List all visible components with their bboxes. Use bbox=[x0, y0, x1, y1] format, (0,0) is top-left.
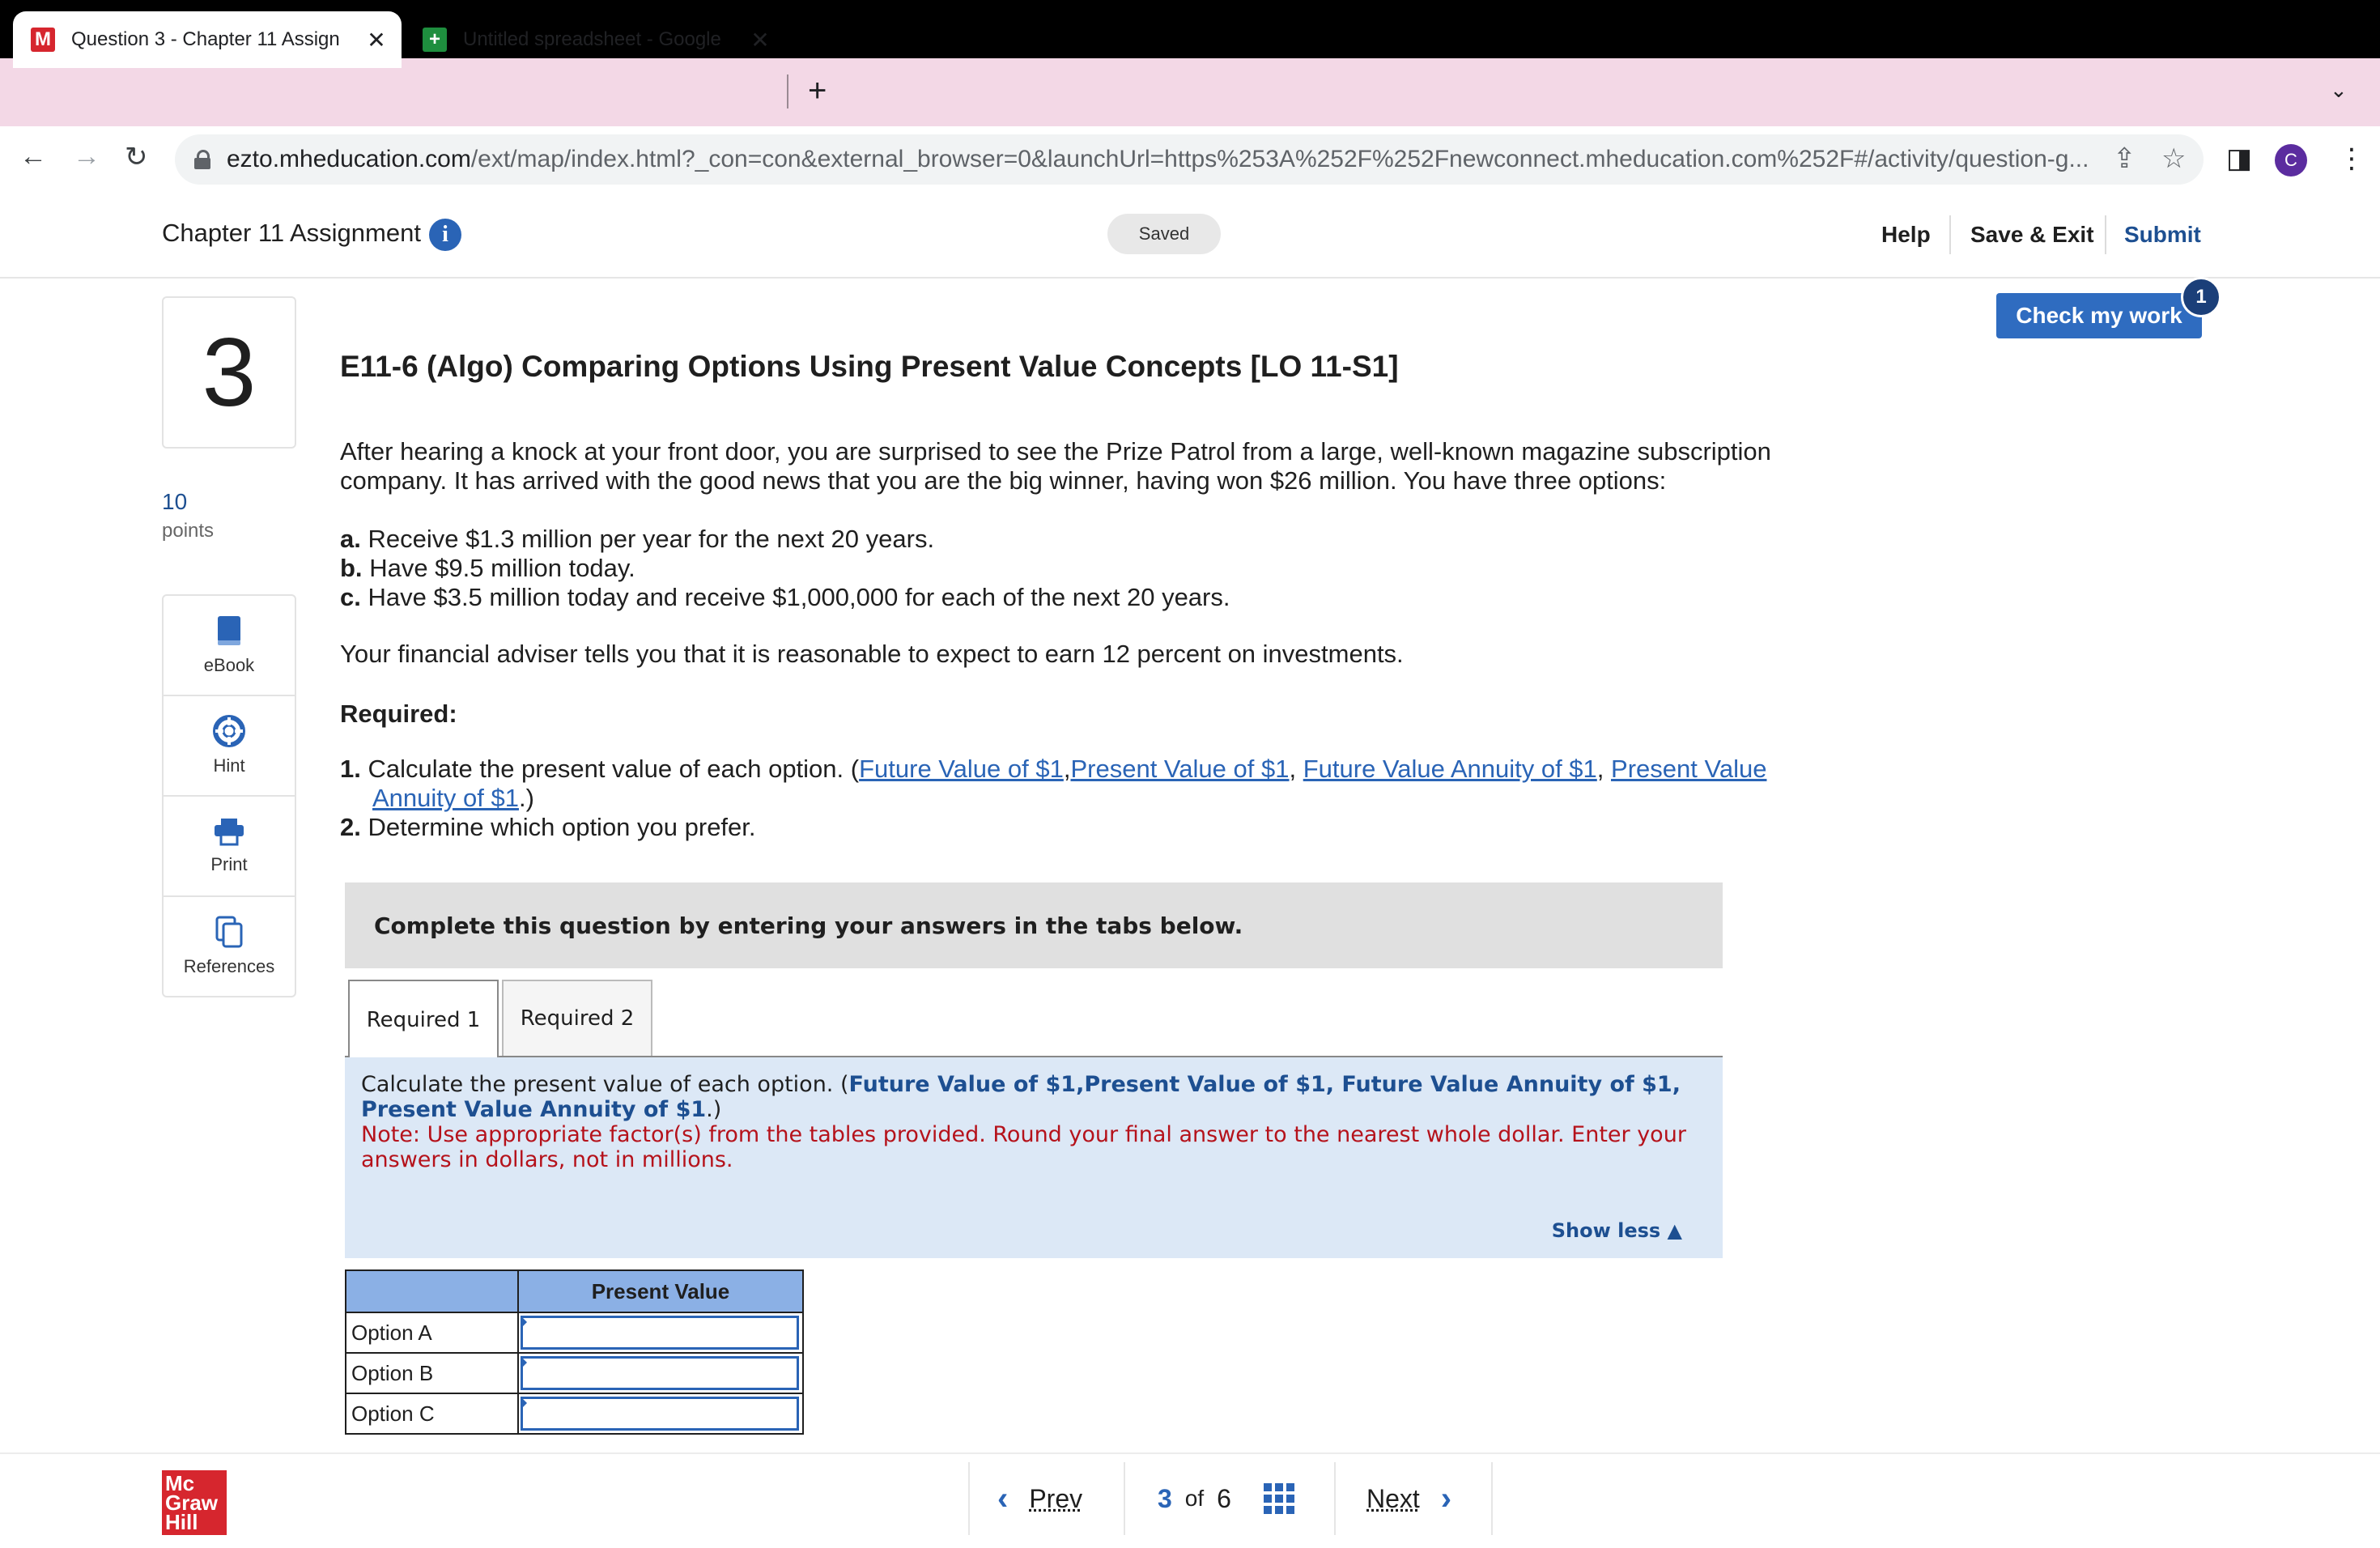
back-arrow-icon[interactable]: ← bbox=[19, 141, 47, 172]
intro-line: After hearing a knock at your front door, you are surprised to see the Prize Patrol from a large, well-known magazine subscription bbox=[340, 437, 1771, 466]
present-value-annuity-link[interactable]: Annuity of $1 bbox=[372, 784, 519, 812]
intro-line: company. It has arrived with the good news that you are the big winner, having won $26 million. You have three options: bbox=[340, 466, 1667, 495]
print-button[interactable] bbox=[164, 797, 295, 897]
question-number: 3 bbox=[162, 296, 296, 449]
close-tab-icon[interactable]: ✕ bbox=[367, 27, 386, 53]
reload-icon[interactable]: ↻ bbox=[125, 142, 148, 172]
tab-search-chevron-icon[interactable]: ⌄ bbox=[2330, 78, 2348, 102]
table-row bbox=[346, 1393, 803, 1434]
option-c bbox=[340, 583, 1813, 612]
requirements-list bbox=[340, 755, 1813, 842]
more-menu-icon[interactable]: ⋮ bbox=[2338, 143, 2365, 174]
answer-tabs bbox=[345, 980, 1723, 1057]
required-heading: Required: bbox=[340, 700, 457, 728]
future-value-link[interactable]: Future Value of $1 bbox=[859, 755, 1064, 783]
option-text: Receive $1.3 million per year for the next 20 years. bbox=[368, 525, 935, 553]
lock-icon bbox=[194, 150, 210, 169]
save-exit-link[interactable]: Save & Exit bbox=[1970, 222, 2094, 247]
row-label: Option C bbox=[346, 1393, 518, 1434]
lifebuoy-icon bbox=[213, 715, 245, 747]
mcgraw-hill-logo: Mc Graw Hill bbox=[162, 1470, 227, 1535]
table-row bbox=[346, 1353, 803, 1393]
address-bar[interactable] bbox=[175, 134, 2204, 185]
option-letter: b. bbox=[340, 554, 363, 582]
option-letter: c. bbox=[340, 583, 361, 611]
panel-table-links[interactable]: Present Value Annuity of $1 bbox=[361, 1097, 707, 1122]
total-questions: 6 bbox=[1217, 1483, 1231, 1513]
points-value: 10 bbox=[162, 489, 188, 514]
printer-icon bbox=[213, 817, 245, 846]
option-b-cell bbox=[518, 1353, 803, 1393]
tab-required-2[interactable]: Required 2 bbox=[502, 980, 652, 1056]
requirement-number: 2. bbox=[340, 813, 361, 841]
instructions-text: Complete this question by entering your answers in the tabs below. bbox=[374, 912, 1243, 939]
ebook-button[interactable] bbox=[164, 596, 295, 696]
bookmark-star-icon[interactable]: ☆ bbox=[2161, 143, 2187, 174]
rounding-note: Note: Use appropriate factor(s) from the tables provided. Round your final answer to the nearest whole dollar. Enter your answers in dollars, not in millions. bbox=[361, 1122, 1686, 1172]
option-a-present-value-input[interactable] bbox=[521, 1316, 799, 1350]
tab-title: Question 3 - Chapter 11 Assign bbox=[71, 28, 340, 50]
forward-arrow-icon[interactable]: → bbox=[73, 141, 100, 172]
future-value-annuity-link[interactable]: Future Value Annuity of $1 bbox=[1303, 755, 1597, 783]
cell-marker-icon bbox=[521, 1316, 527, 1329]
header-divider bbox=[1949, 215, 1951, 254]
references-label: References bbox=[183, 956, 275, 976]
new-tab-button[interactable]: + bbox=[808, 73, 827, 108]
option-b-present-value-input[interactable] bbox=[521, 1356, 799, 1390]
check-my-work-button[interactable]: Check my work bbox=[1996, 293, 2202, 338]
footer-divider bbox=[0, 1452, 2380, 1454]
requirement-number: 1. bbox=[340, 755, 361, 783]
requirement-2 bbox=[340, 813, 1813, 842]
check-work-count-badge: 1 bbox=[2181, 277, 2221, 317]
instructions-banner bbox=[345, 882, 1723, 968]
chevron-right-icon: › bbox=[1440, 1480, 1452, 1516]
saved-status-badge: Saved bbox=[1107, 214, 1221, 254]
profile-avatar[interactable]: C bbox=[2275, 144, 2307, 176]
copy-icon bbox=[214, 916, 244, 948]
present-value-header: Present Value bbox=[518, 1270, 803, 1312]
show-less-toggle[interactable]: Show less ▲ bbox=[1551, 1219, 1682, 1242]
browser-tab-question[interactable] bbox=[13, 11, 402, 68]
url-text bbox=[227, 146, 2089, 173]
panel-lead: Calculate the present value of each option. ( bbox=[361, 1072, 849, 1097]
panel-close-paren: .) bbox=[706, 1097, 722, 1122]
pager-divider bbox=[1124, 1462, 1125, 1535]
present-value-table bbox=[345, 1269, 804, 1435]
book-icon bbox=[215, 615, 244, 647]
tools-panel bbox=[162, 594, 296, 997]
option-letter: a. bbox=[340, 525, 361, 553]
chevron-left-icon: ‹ bbox=[997, 1480, 1009, 1516]
requirement-text: Calculate the present value of each option. ( bbox=[368, 755, 860, 783]
next-label: Next bbox=[1366, 1483, 1420, 1513]
option-a bbox=[340, 525, 1813, 554]
url-host: ezto.mheducation.com bbox=[227, 146, 471, 172]
requirement-1: 1. Calculate the present value of each option. (Future Value of $1,Present Value of $1, Future Value Annuity of $1, Present Value bbox=[340, 755, 1767, 783]
adviser-text: Your financial adviser tells you that it is reasonable to expect to earn 12 percent on investments. bbox=[340, 640, 1404, 668]
browser-tab-spreadsheet[interactable] bbox=[405, 11, 785, 68]
sheets-favicon-icon: + bbox=[423, 28, 447, 52]
mheducation-favicon-icon: M bbox=[31, 28, 55, 52]
side-panel-icon[interactable]: ◨ bbox=[2226, 143, 2253, 174]
counter-of: of bbox=[1184, 1486, 1205, 1511]
question-counter[interactable] bbox=[1158, 1462, 1294, 1535]
present-value-link[interactable]: Present Value of $1 bbox=[1070, 755, 1290, 783]
row-label: Option B bbox=[346, 1353, 518, 1393]
table-corner-cell bbox=[346, 1270, 518, 1312]
header-divider bbox=[2105, 215, 2106, 254]
submit-link[interactable]: Submit bbox=[2124, 222, 2201, 247]
pager-divider bbox=[1491, 1462, 1493, 1535]
requirement-1-cont: Annuity of $1.) bbox=[372, 784, 534, 812]
question-title: E11-6 (Algo) Comparing Options Using Present Value Concepts [LO 11-S1] bbox=[340, 350, 1399, 383]
points-label: points bbox=[162, 520, 215, 542]
table-header-row bbox=[346, 1270, 803, 1312]
panel-text bbox=[361, 1072, 1689, 1172]
requirement-panel bbox=[345, 1057, 1723, 1258]
share-icon[interactable]: ⇪ bbox=[2113, 143, 2136, 174]
pager-divider bbox=[1334, 1462, 1336, 1535]
table-row bbox=[346, 1312, 803, 1353]
option-text: Have $9.5 million today. bbox=[369, 554, 635, 582]
assignment-title: Chapter 11 Assignment bbox=[162, 219, 421, 247]
next-button[interactable] bbox=[1366, 1462, 1451, 1535]
cell-marker-icon bbox=[521, 1397, 527, 1410]
references-button[interactable] bbox=[164, 897, 295, 996]
option-c-present-value-input[interactable] bbox=[521, 1397, 799, 1431]
prev-label: Prev bbox=[1029, 1483, 1083, 1513]
url-path: /ext/map/index.html?_con=con&external_browser=0&launchUrl=https%253A%252F%252Fnewconnect.mheducation.com%252F#/activity/question-g... bbox=[470, 146, 2089, 172]
browser-tab-strip bbox=[0, 58, 2380, 126]
current-question: 3 bbox=[1158, 1483, 1172, 1513]
info-icon[interactable]: i bbox=[429, 219, 461, 251]
tab-separator bbox=[787, 74, 788, 108]
pager-divider bbox=[968, 1462, 970, 1535]
options-list bbox=[340, 525, 1813, 612]
intro-paragraph bbox=[340, 437, 1813, 495]
tab-title: Untitled spreadsheet - Google bbox=[463, 28, 721, 50]
option-a-cell bbox=[518, 1312, 803, 1353]
help-link[interactable]: Help bbox=[1881, 222, 1931, 247]
close-tab-icon[interactable]: ✕ bbox=[750, 27, 770, 53]
option-b bbox=[340, 554, 1813, 583]
hint-button[interactable] bbox=[164, 696, 295, 797]
row-label: Option A bbox=[346, 1312, 518, 1353]
requirement-text: Determine which option you prefer. bbox=[368, 813, 756, 841]
print-label: Print bbox=[210, 854, 248, 874]
prev-button[interactable] bbox=[997, 1462, 1082, 1535]
cell-marker-icon bbox=[521, 1356, 527, 1369]
present-value-annuity-link[interactable]: Present Value bbox=[1611, 755, 1767, 783]
tab-required-1[interactable]: Required 1 bbox=[348, 980, 499, 1059]
panel-table-links[interactable]: Future Value of $1,Present Value of $1, Future Value Annuity of $1, bbox=[848, 1072, 1681, 1097]
option-text: Have $3.5 million today and receive $1,000,000 for each of the next 20 years. bbox=[368, 583, 1230, 611]
option-c-cell bbox=[518, 1393, 803, 1434]
question-grid-icon[interactable] bbox=[1264, 1483, 1294, 1514]
hint-label: Hint bbox=[213, 755, 245, 776]
ebook-label: eBook bbox=[203, 655, 255, 675]
